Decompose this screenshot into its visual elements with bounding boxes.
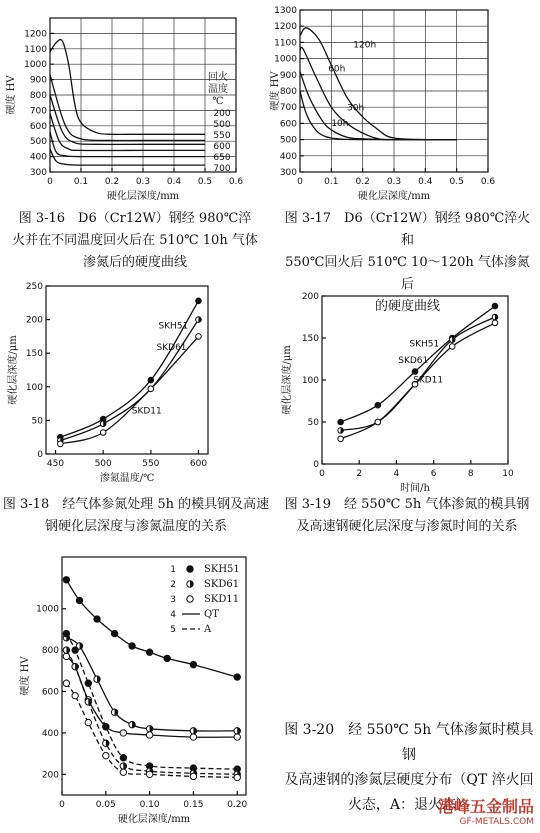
data-point <box>187 596 193 602</box>
data-point <box>129 643 135 649</box>
y-axis-label: 硬度 HV <box>20 656 31 696</box>
plot-frame <box>46 286 208 454</box>
y-tick-label: 1200 <box>24 29 47 40</box>
series-line <box>50 75 205 141</box>
y-tick-label: 1000 <box>274 54 297 65</box>
x-tick-label: 500 <box>94 459 112 469</box>
x-tick-label: 0 <box>319 469 325 479</box>
data-point <box>338 419 344 425</box>
caption-line: 及高速钢硬化层深度与渗氮时间的关系 <box>296 519 518 534</box>
series-label: 650 <box>213 153 231 163</box>
data-point <box>85 719 91 725</box>
y-tick-label: 1000 <box>36 604 59 615</box>
plot-frame <box>62 557 246 795</box>
x-tick-label: 10 <box>502 469 514 479</box>
data-point <box>63 630 69 636</box>
x-tick-label: 0 <box>47 177 53 187</box>
data-point <box>146 771 152 777</box>
y-tick-label: 600 <box>279 119 297 130</box>
y-tick-label: 600 <box>41 687 59 698</box>
data-point <box>103 752 109 758</box>
y-tick-label: 500 <box>279 135 297 146</box>
y-axis-label: 硬化层深度/μm <box>8 335 19 405</box>
y-tick-label: 100 <box>301 376 319 386</box>
data-point <box>146 732 152 738</box>
caption-line: 图 3-18 经气体参氮处理 5h 的模具钢及高速 <box>2 497 270 512</box>
data-point <box>187 566 193 572</box>
series-label: 30h <box>347 103 365 114</box>
y-tick-label: 0 <box>37 450 43 460</box>
legend-number: 3 <box>170 595 176 605</box>
data-point <box>449 344 455 350</box>
x-tick-label: 0.4 <box>166 177 182 187</box>
y-tick-label: 200 <box>25 315 43 326</box>
series-label: 60h <box>328 64 346 75</box>
caption-line: 550℃回火后 510℃ 10～120h 气体渗氮后 <box>285 255 530 292</box>
x-tick-label: 0.05 <box>95 800 116 810</box>
data-point <box>72 692 78 698</box>
x-tick-label: 6 <box>430 469 437 479</box>
x-axis-label: 渗氮温度/℃ <box>99 473 155 484</box>
x-tick-label: 4 <box>393 469 400 479</box>
data-point <box>196 334 202 340</box>
series-line <box>300 91 457 140</box>
y-tick-label: 700 <box>29 106 47 117</box>
y-tick-label: 200 <box>41 770 59 781</box>
x-tick-label: 600 <box>189 459 208 469</box>
data-point <box>63 577 69 583</box>
data-point <box>234 674 240 680</box>
legend-number: 5 <box>170 625 176 635</box>
data-point <box>57 441 63 447</box>
series-label: 200 <box>213 109 231 119</box>
data-point <box>85 680 91 686</box>
caption-line: 的硬度曲线 <box>374 299 440 314</box>
data-point <box>111 630 117 636</box>
x-tick-label: 0.3 <box>135 177 151 187</box>
y-tick-label: 1100 <box>24 44 47 55</box>
caption-line: 火态，A：退火态） <box>347 797 471 813</box>
y-axis-label: 硬度 HV <box>6 75 17 115</box>
data-point <box>148 377 154 383</box>
series-label: 500 <box>213 120 231 130</box>
y-tick-label: 800 <box>41 646 59 657</box>
data-point <box>120 730 126 736</box>
data-point <box>120 769 126 775</box>
x-tick-label: 0.4 <box>418 177 433 187</box>
data-point <box>148 386 154 392</box>
y-tick-label: 300 <box>279 168 297 178</box>
data-point <box>375 402 381 408</box>
data-point <box>190 734 196 740</box>
data-point <box>234 774 240 780</box>
y-tick-label: 800 <box>29 91 47 101</box>
series-label: SKD61 <box>398 356 429 367</box>
data-point <box>190 773 196 779</box>
y-tick-label: 800 <box>279 87 297 97</box>
data-point <box>375 419 381 425</box>
depth-temperature-chart <box>0 278 270 488</box>
watermark-url: GF-METALS.COM <box>459 817 534 827</box>
x-tick-label: 0 <box>59 800 65 810</box>
watermark-logo <box>438 794 534 827</box>
data-point <box>76 597 82 603</box>
y-tick-label: 300 <box>29 168 47 178</box>
y-tick-label: 600 <box>29 121 47 132</box>
legend-label: SKD61 <box>204 579 240 590</box>
x-tick-label: 0.5 <box>197 177 213 187</box>
x-tick-label: 0.2 <box>104 177 120 187</box>
data-point <box>72 647 78 653</box>
caption-line: 钢硬化层深度与渗氮温度的关系 <box>44 519 227 534</box>
series-label: 600 <box>213 142 231 152</box>
caption-fig-3-16 <box>10 208 260 274</box>
y-tick-label: 250 <box>25 282 43 292</box>
series-label: 550 <box>213 131 231 141</box>
y-tick-label: 400 <box>41 728 59 739</box>
x-axis-label: 硬化层深度/mm <box>357 191 431 202</box>
series-line <box>50 39 205 134</box>
hardness-distribution-chart <box>0 545 275 825</box>
y-tick-label: 150 <box>25 349 43 360</box>
series-label: 700 <box>213 164 231 174</box>
x-tick-label: 0.1 <box>324 177 339 187</box>
series-label: 10h <box>331 118 349 129</box>
x-tick-label: 2 <box>356 469 363 479</box>
series-label: 120h <box>353 40 377 51</box>
y-tick-label: 1300 <box>274 6 297 16</box>
x-tick-label: 0.20 <box>227 800 248 810</box>
x-axis-label: 硬化层深度/mm <box>117 814 191 825</box>
series-label: SKH51 <box>409 339 440 350</box>
x-tick-label: 550 <box>142 459 160 469</box>
data-point <box>234 734 240 740</box>
data-point <box>63 680 69 686</box>
x-tick-label: 0.2 <box>355 177 370 187</box>
watermark-title: 港峰五金制品 <box>437 797 534 816</box>
caption-line: 渗氮后的硬度曲线 <box>82 255 187 270</box>
caption-line: 图 3-17 D6（Cr12W）钢经 980℃淬火和 <box>284 211 531 248</box>
caption-fig-3-19 <box>278 494 536 538</box>
x-tick-label: 0.6 <box>228 177 244 187</box>
data-point <box>164 655 170 661</box>
y-tick-label: 150 <box>301 334 319 344</box>
x-tick-label: 0 <box>297 177 303 187</box>
data-point <box>412 369 418 375</box>
legend-label: A <box>204 624 212 635</box>
data-point <box>94 616 100 622</box>
data-point <box>492 320 498 326</box>
data-point <box>120 755 126 761</box>
legend-label: SKH51 <box>204 564 240 575</box>
hardness-tempering-chart <box>0 0 270 200</box>
data-point <box>103 724 109 730</box>
data-point <box>146 649 152 655</box>
y-tick-label: 500 <box>29 137 47 148</box>
x-tick-label: 450 <box>46 459 65 469</box>
data-point <box>196 298 202 304</box>
caption-line: 图 3-19 经 550℃ 5h 气体渗氮的模具钢 <box>284 497 530 512</box>
legend-label: QT <box>204 609 219 620</box>
series-line <box>50 95 205 144</box>
x-tick-label: 0.15 <box>183 800 204 810</box>
x-tick-label: 8 <box>467 469 474 479</box>
x-axis-label: 硬化层深度/mm <box>106 191 180 202</box>
data-point <box>338 436 344 442</box>
series-label: SKD11 <box>413 375 444 386</box>
y-tick-label: 1000 <box>24 60 47 71</box>
legend-header: 温度 <box>208 84 228 95</box>
data-point <box>492 303 498 309</box>
y-tick-label: 1100 <box>274 38 297 49</box>
y-tick-label: 50 <box>307 418 319 428</box>
series-label: SKH51 <box>158 321 189 332</box>
caption-line: 图 3-16 D6（Cr12W）钢经 980℃淬 <box>18 211 252 226</box>
caption-line: 及高速钢的渗氮层硬度分布（QT 淬火回 <box>284 772 534 788</box>
series-label: SKD61 <box>156 342 187 353</box>
y-tick-label: 200 <box>301 292 319 302</box>
y-tick-label: 0 <box>313 460 319 470</box>
y-tick-label: 400 <box>29 152 47 163</box>
x-tick-label: 0.5 <box>449 177 464 187</box>
legend-number: 4 <box>170 610 176 620</box>
y-axis-label: 硬度 HV <box>270 71 281 111</box>
data-point <box>100 430 106 436</box>
legend-header: 回火 <box>208 72 228 83</box>
y-tick-label: 50 <box>31 416 43 427</box>
y-tick-label: 700 <box>279 103 297 114</box>
y-tick-label: 100 <box>25 382 43 393</box>
y-tick-label: 900 <box>29 75 47 86</box>
caption-fig-3-18 <box>0 494 272 538</box>
x-tick-label: 0.6 <box>480 177 496 187</box>
legend-number: 2 <box>170 580 176 590</box>
x-tick-label: 0.3 <box>386 177 402 187</box>
y-tick-label: 900 <box>279 70 297 81</box>
depth-time-chart <box>270 278 540 494</box>
y-axis-label: 硬化层深度/μm <box>282 345 293 415</box>
caption-line: 火并在不同温度回火后在 510℃ 10h 气体 <box>12 233 258 248</box>
data-point <box>190 661 196 667</box>
series-line <box>300 47 457 139</box>
x-axis-label: 时间/h <box>400 483 430 494</box>
hardness-nitriding-time-chart <box>270 0 540 200</box>
legend-number: 1 <box>170 565 176 575</box>
legend-label: SKD11 <box>204 594 240 605</box>
caption-line: 图 3-20 经 550℃ 5h 气体渗氮时模具钢 <box>284 722 534 763</box>
series-label: SKD11 <box>131 406 162 417</box>
x-tick-label: 0.10 <box>139 800 160 810</box>
y-tick-label: 400 <box>279 151 297 162</box>
y-tick-label: 1200 <box>274 22 297 33</box>
x-tick-label: 0.1 <box>73 177 89 187</box>
legend-header: ℃ <box>212 96 224 107</box>
